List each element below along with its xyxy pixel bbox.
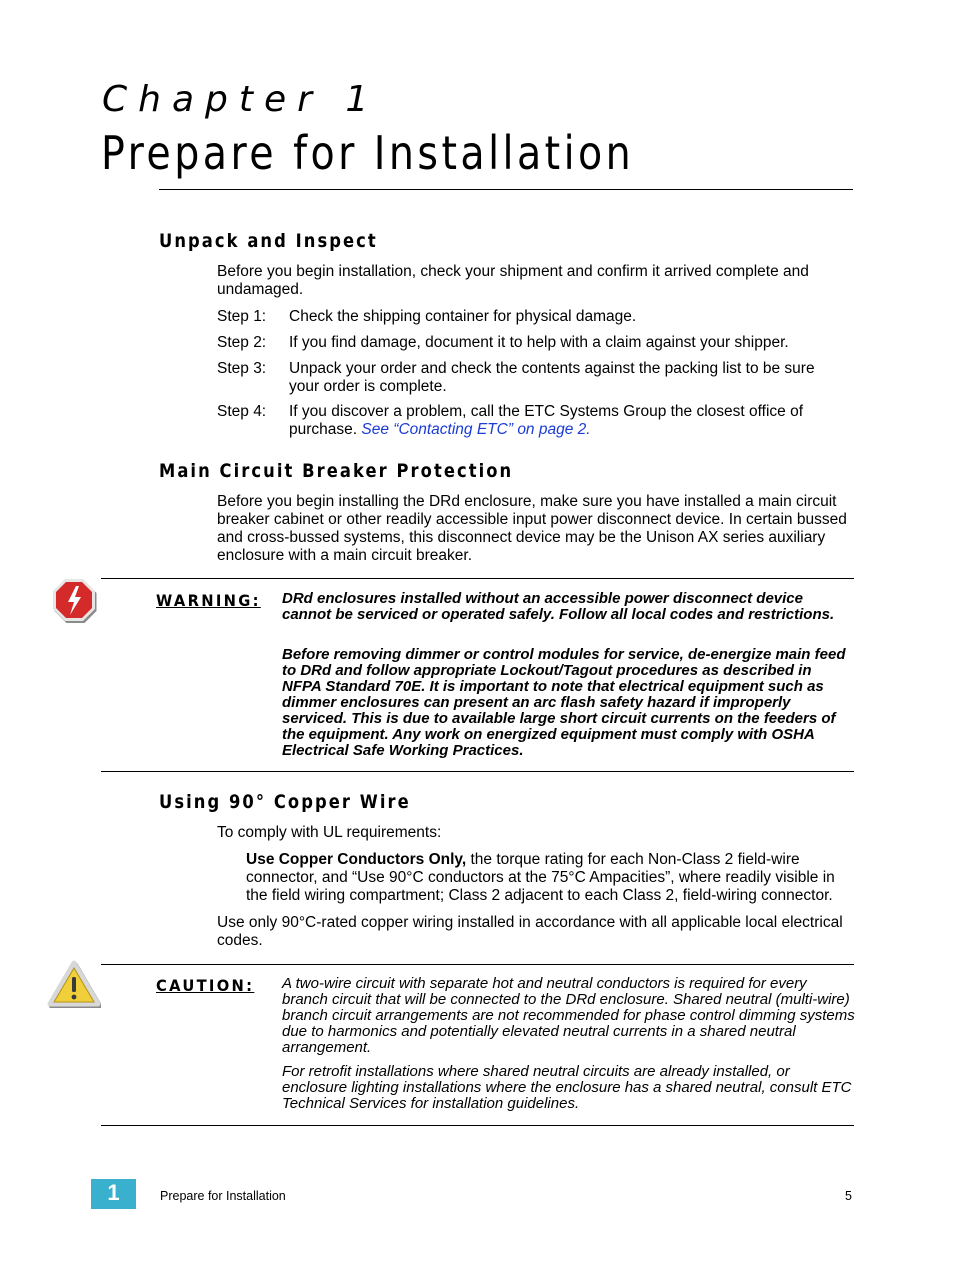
caution-top-rule <box>101 964 854 965</box>
page-number: 5 <box>845 1189 852 1203</box>
step-number: Step 4: <box>217 403 267 420</box>
warning-para-2: Before removing dimmer or control modules for service, de-energize main feed to DRd and follow appropriate Lockout/Tagout procedures as described in NFPA Standard 70E. It is important to note that electrical equipment such as dimmer enclosures can present an arc flash safety hazard if improperly serviced. This is due to available large short circuit currents on the feeders of the equipment. Any work on energized equipment must comply with OSHA Electrical Safe Working Practices. <box>282 646 846 759</box>
unpack-intro: Before you begin installation, check your shipment and confirm it arrived complete and undamaged. <box>217 263 809 298</box>
contacting-etc-link[interactable]: See “Contacting ETC” on page 2. <box>361 421 591 438</box>
step-number: Step 2: <box>217 334 267 351</box>
step-text: Unpack your order and check the contents against the packing list to be sure your order is complete. <box>289 360 815 395</box>
warning-bottom-rule <box>101 771 854 772</box>
heading-copper: Using 90° Copper Wire <box>159 791 411 813</box>
caution-label: CAUTION: <box>156 976 255 995</box>
chapter-tab: 1 <box>91 1179 136 1209</box>
warning-label: WARNING: <box>156 591 261 610</box>
breaker-text: Before you begin installing the DRd enclosure, make sure you have installed a main circuit breaker cabinet or other readily accessible input power disconnect device. In certain bussed and cross-bussed systems, this disconnect device may be the Unison AX series auxiliary enclosure with a main circuit breaker. <box>217 493 847 564</box>
heading-breaker: Main Circuit Breaker Protection <box>159 460 514 482</box>
copper-closing: Use only 90°C-rated copper wiring installed in accordance with all applicable local electrical codes. <box>217 914 843 949</box>
copper-intro: To comply with UL requirements: <box>217 824 442 841</box>
header-rule <box>159 189 853 190</box>
step-number: Step 3: <box>217 360 267 377</box>
copper-indented <box>246 851 858 905</box>
step-text: Check the shipping container for physical damage. <box>289 308 637 325</box>
warning-top-rule <box>101 578 854 579</box>
caution-para-2: For retrofit installations where shared neutral circuits are already installed, or enclosure lighting installations where the enclosure has a shared neutral, consult ETC Technical Services for installation guidelines. <box>282 1063 852 1112</box>
warning-stop-icon <box>49 575 99 625</box>
warning-para-1: DRd enclosures installed without an accessible power disconnect device cannot be serviced or operated safely. Follow all local codes and restrictions. <box>282 590 835 623</box>
chapter-title: Prepare for Installation <box>101 126 635 180</box>
caution-bottom-rule <box>101 1125 854 1126</box>
caution-para-1: A two-wire circuit with separate hot and neutral conductors is required for every branch circuit that will be connected to the DRd enclosure. Shared neutral (multi-wire) branch circuit arrangements are not recommended for phase control dimming systems due to harmonics and potentially elevated neutral currents in a shared neutral arrangement. <box>282 975 855 1056</box>
copper-indented-text: the torque rating for each Non-Class 2 field-wire connector, and “Use 90°C conductors at the 75°C Ampacities”, where readily visible in the field wiring compartment; Class 2 adjacent to each Class 2, field-wiring connector. <box>246 851 835 904</box>
chapter-label: Chapter 1 <box>102 79 380 120</box>
heading-unpack: Unpack and Inspect <box>159 230 378 252</box>
footer-title: Prepare for Installation <box>160 1189 286 1203</box>
caution-triangle-icon <box>47 958 101 1008</box>
copper-bold-lead: Use Copper Conductors Only, <box>246 851 467 868</box>
step-4-text: If you discover a problem, call the ETC Systems Group the closest office of purchase. <box>289 403 804 438</box>
step-text <box>289 403 834 439</box>
step-text: If you find damage, document it to help with a claim against your shipper. <box>289 334 789 351</box>
step-number: Step 1: <box>217 308 267 325</box>
